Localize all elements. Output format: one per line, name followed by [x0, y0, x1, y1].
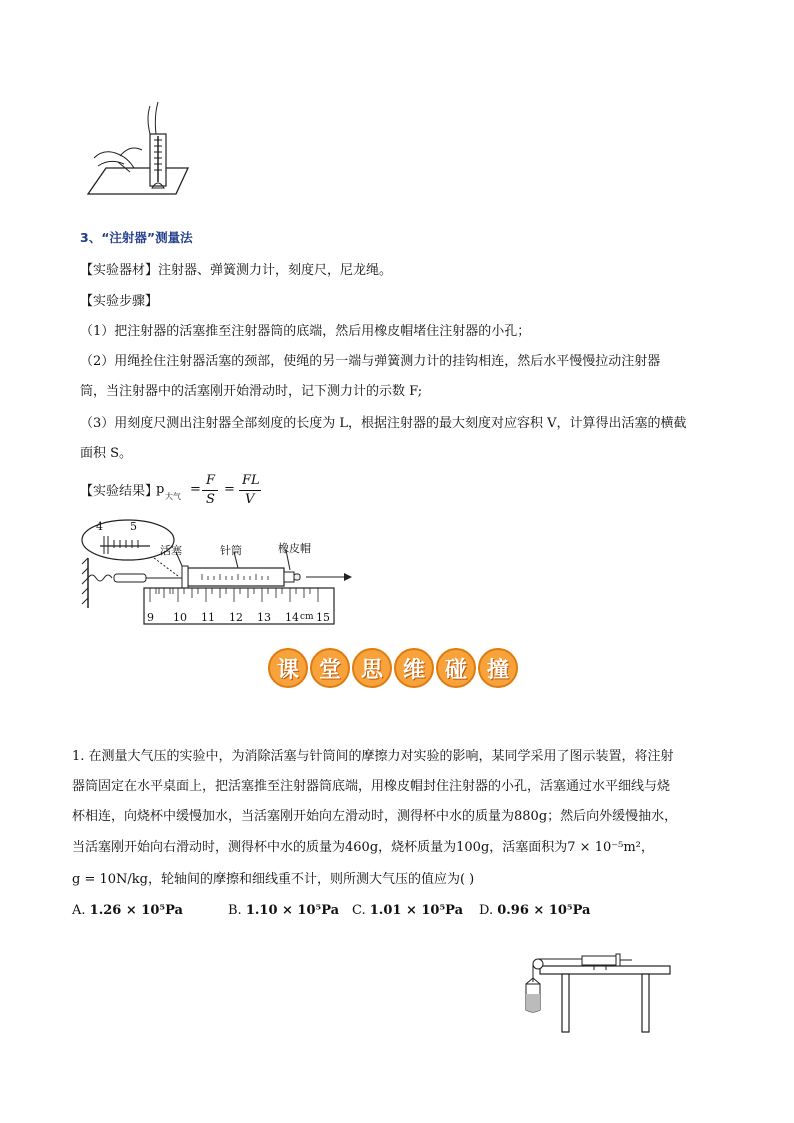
banner-char-1: 课 — [268, 648, 308, 688]
option-a-letter: A. — [72, 903, 86, 918]
result-label: 【实验结果】 — [80, 484, 159, 499]
step-2-line-2: 筒，当注射器中的活塞刚开始滑动时，记下测力计的示数 F; — [80, 384, 423, 399]
label-piston: 活塞 — [160, 544, 182, 557]
option-b[interactable] — [228, 903, 339, 918]
formula-equals-1: = — [190, 482, 201, 497]
option-d-value: 0.96 × 10⁵Pa — [497, 903, 591, 918]
label-barrel: 针筒 — [220, 544, 242, 557]
ruler-label-11: 11 — [201, 611, 215, 624]
ruler-label-13: 13 — [257, 611, 271, 624]
ruler-unit-cm: cm — [300, 612, 314, 622]
section-heading: 3、“注射器”测量法 — [80, 230, 193, 245]
syringe-figure — [78, 518, 358, 628]
ruler-label-9: 9 — [147, 611, 154, 624]
banner-char-5: 碰 — [436, 648, 476, 688]
step-3-line-2: 面积 S。 — [80, 446, 133, 461]
step-2-line-1: （2）用绳拴住注射器活塞的颈部，使绳的另一端与弹簧测力计的挂钩相连，然后水平慢慢拉动注射器 — [80, 354, 661, 369]
option-c-value: 1.01 × 10⁵Pa — [369, 903, 464, 918]
banner-char-6: 撞 — [478, 648, 518, 688]
label-rubber-cap: 橡皮帽 — [278, 542, 311, 555]
formula-F: F — [206, 473, 216, 488]
step-3-line-1: （3）用刻度尺测出注射器全部刻度的长度为 L，根据注射器的最大刻度对应容积 V，计算得出活塞的横截 — [80, 416, 687, 431]
option-d-letter: D. — [479, 903, 494, 918]
table-pulley-figure — [522, 952, 672, 1034]
option-b-letter: B. — [228, 903, 242, 918]
barometer-hand-figure — [84, 98, 194, 198]
formula-subscript: 大气 — [165, 492, 181, 501]
option-c-letter: C. — [352, 903, 366, 918]
fraction-bar-2 — [239, 490, 261, 491]
ruler-label-14: 14 — [285, 611, 299, 624]
formula-p: p — [156, 482, 165, 497]
question-line-4: 当活塞刚开始向右滑动时，测得杯中水的质量为460g，烧杯质量为100g，活塞面积为7 × 10⁻⁵m²， — [72, 840, 654, 855]
option-d[interactable] — [479, 903, 590, 918]
zoom-tick-4: 4 — [96, 520, 103, 533]
zoom-tick-5: 5 — [130, 520, 137, 533]
question-line-5: g = 10N/kg，轮轴间的摩擦和细线重不计，则所测大气压的值应为( ) — [72, 872, 475, 887]
ruler-label-15: 15 — [316, 611, 330, 624]
classroom-banner — [268, 648, 530, 692]
steps-label: 【实验步骤】 — [80, 294, 159, 309]
equipment-text: 【实验器材】注射器、弹簧测力计，刻度尺，尼龙绳。 — [80, 263, 393, 278]
fraction-bar-1 — [202, 490, 218, 491]
banner-char-3: 思 — [352, 648, 392, 688]
pressure-formula — [156, 474, 266, 510]
option-a[interactable] — [72, 903, 183, 918]
banner-char-4: 维 — [394, 648, 434, 688]
formula-S: S — [206, 492, 215, 507]
formula-V: V — [245, 492, 255, 507]
formula-FL: FL — [242, 473, 260, 488]
option-b-value: 1.10 × 10⁵Pa — [245, 903, 340, 918]
question-line-3: 杯相连，向烧杯中缓慢加水，当活塞刚开始向左滑动时，测得杯中水的质量为880g；然后向外缓慢抽水， — [72, 809, 678, 824]
question-line-2: 器筒固定在水平桌面上，把活塞推至注射器筒底端，用橡皮帽封住注射器的小孔，活塞通过水平细线与烧 — [72, 779, 671, 794]
ruler-label-10: 10 — [173, 611, 187, 624]
question-line-1: 1. 在测量大气压的实验中，为消除活塞与针筒间的摩擦力对实验的影响，某同学采用了图示装置，将注射 — [72, 749, 674, 764]
option-a-value: 1.26 × 10⁵Pa — [89, 903, 183, 918]
formula-equals-2: = — [224, 482, 235, 497]
option-c[interactable] — [352, 903, 463, 918]
step-1: （1）把注射器的活塞推至注射器筒的底端，然后用橡皮帽堵住注射器的小孔； — [80, 324, 531, 339]
banner-char-2: 堂 — [310, 648, 350, 688]
ruler-label-12: 12 — [229, 611, 243, 624]
